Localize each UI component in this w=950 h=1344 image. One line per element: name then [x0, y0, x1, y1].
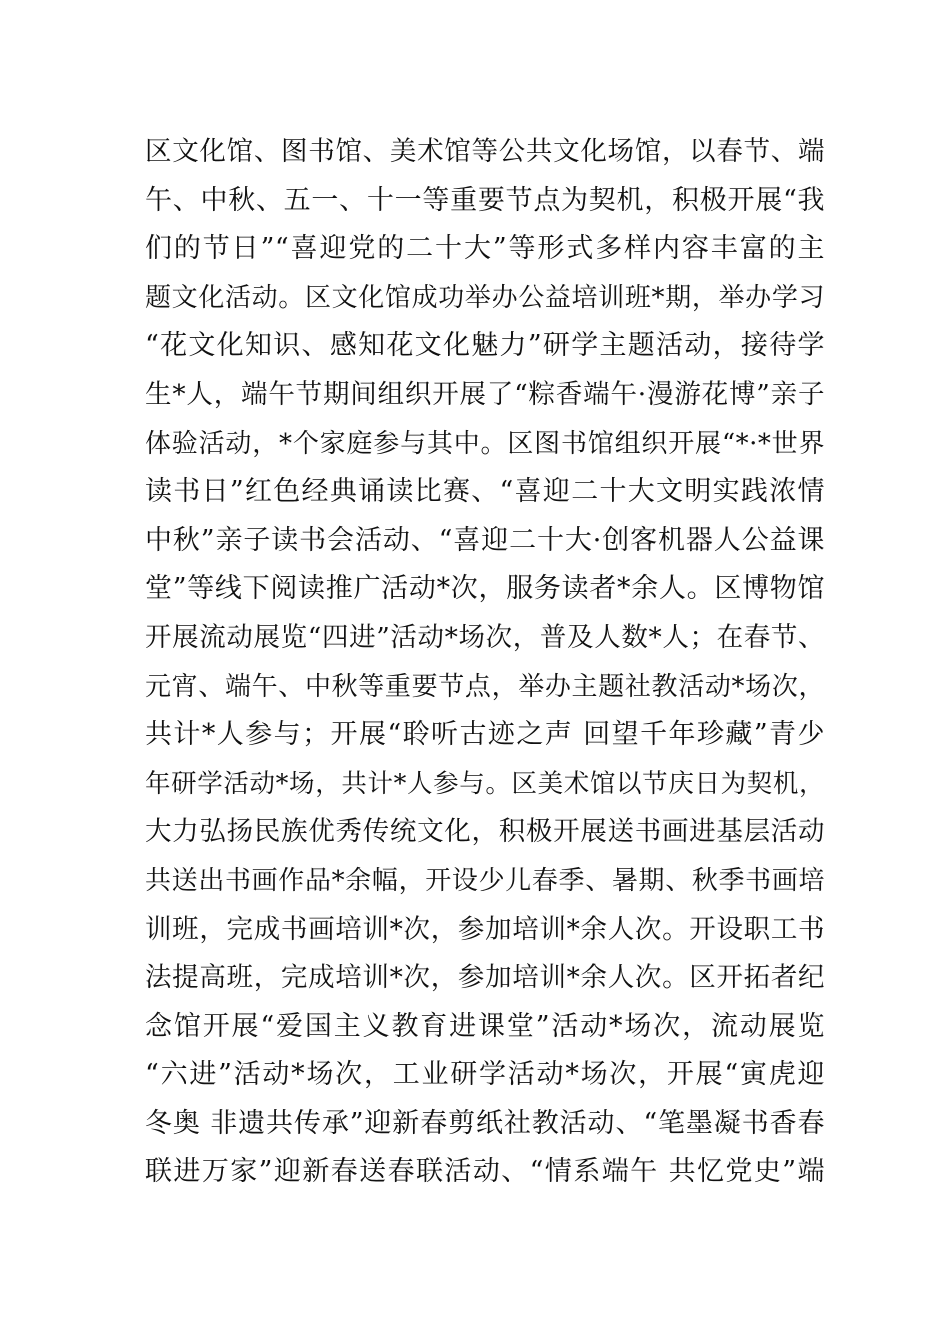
- text-line: “花文化知识、感知花文化魅力”研学主题活动，接待学: [145, 330, 825, 362]
- text-line: 年研学活动*场，共计*人参与。区美术馆以节庆日为契机，: [145, 768, 825, 799]
- text-line: 堂”等线下阅读推广活动*次，服务读者*余人。区博物馆: [145, 573, 825, 605]
- text-line: 共送出书画作品*余幅，开设少儿春季、暑期、秋季书画培: [145, 865, 825, 896]
- text-line: 中秋”亲子读书会活动、“喜迎二十大·创客机器人公益课: [145, 524, 825, 556]
- text-line: 元宵、端午、中秋等重要节点，举办主题社教活动*场次，: [145, 671, 825, 702]
- text-line: 读书日”红色经典诵读比赛、“喜迎二十大文明实践浓情: [145, 476, 825, 508]
- text-line: 生*人，端午节期间组织开展了“粽香端午·漫游花博”亲子: [145, 378, 825, 410]
- text-line: 们的节日”“喜迎党的二十大”等形式多样内容丰富的主: [145, 233, 825, 265]
- text-line: 念馆开展“爱国主义教育进课堂”活动*场次，流动展览: [145, 1010, 825, 1042]
- text-line: 题文化活动。区文化馆成功举办公益培训班*期，举办学习: [145, 282, 825, 313]
- text-line: “六进”活动*场次，工业研学活动*场次，开展“寅虎迎: [145, 1059, 825, 1091]
- body-paragraph: [145, 128, 825, 1197]
- text-line: 午、中秋、五一、十一等重要节点为契机，积极开展“我: [145, 184, 825, 216]
- text-line: 大力弘扬民族优秀传统文化，积极开展送书画进基层活动: [145, 816, 825, 848]
- text-line: 冬奥 非遗共传承”迎新春剪纸社教活动、“笔墨凝书香春: [145, 1107, 825, 1139]
- text-line: 联进万家”迎新春送春联活动、“情系端午 共忆党史”端: [145, 1156, 825, 1188]
- text-line: 开展流动展览“四进”活动*场次，普及人数*人；在春节、: [145, 621, 825, 653]
- text-line: 法提高班，完成培训*次，参加培训*余人次。区开拓者纪: [145, 962, 825, 994]
- text-line: 共计*人参与；开展“聆听古迹之声 回望千年珍藏”青少: [145, 719, 825, 751]
- text-line: 体验活动，*个家庭参与其中。区图书馆组织开展“*·*世界: [145, 428, 825, 459]
- text-line: 训班，完成书画培训*次，参加培训*余人次。开设职工书: [145, 913, 825, 945]
- text-line: 区文化馆、图书馆、美术馆等公共文化场馆，以春节、端: [145, 136, 825, 167]
